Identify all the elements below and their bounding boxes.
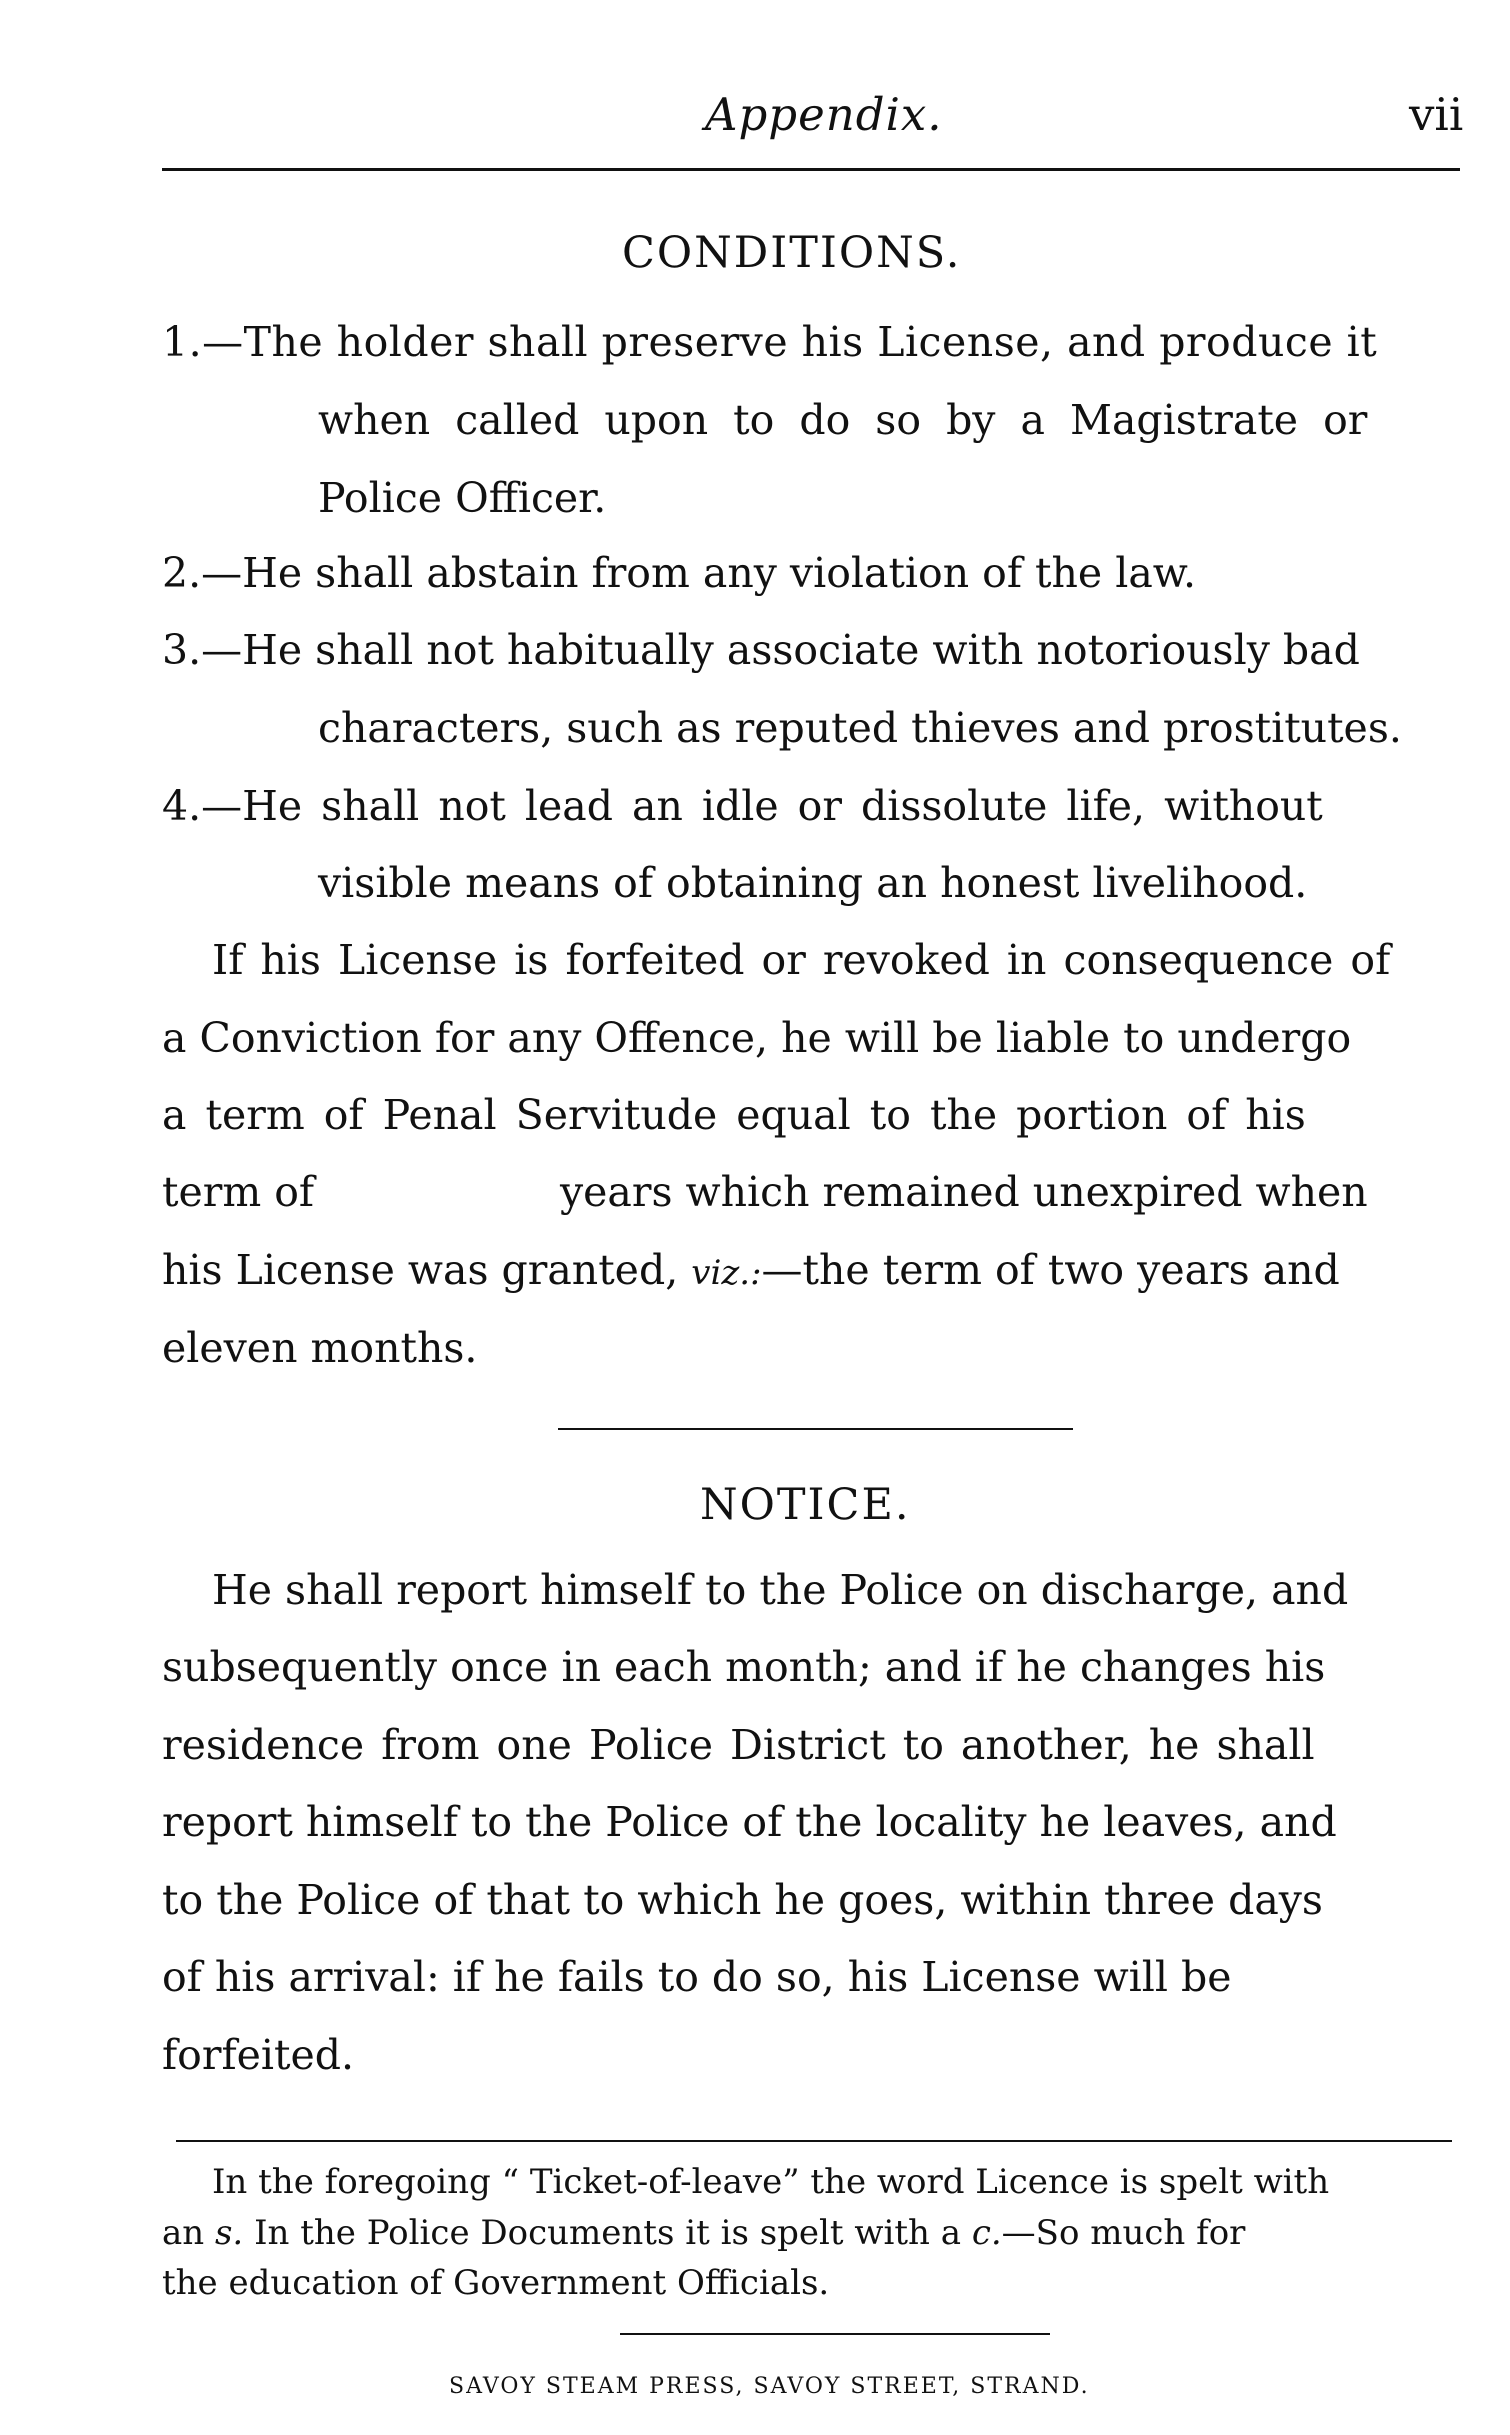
footnote-line-2-mid: In the Police Documents it is spelt with a	[254, 2213, 961, 2253]
notice-line-3: residence from one Police District to another, he shall	[162, 1721, 1315, 1769]
footnote-line-2	[162, 2213, 1246, 2253]
condition-3-line-1: 3.—He shall not habitually associate with notoriously bad	[162, 626, 1360, 674]
notice-line-6: of his arrival: if he fails to do so, his License will be	[162, 1953, 1232, 2001]
page-number: vii	[1409, 88, 1464, 141]
condition-1-line-2: when called upon to do so by a Magistrate or	[318, 396, 1368, 444]
printer-imprint: SAVOY STEAM PRESS, SAVOY STREET, STRAND.	[449, 2374, 1090, 2399]
footnote-line-2-end: —So much for	[1001, 2213, 1246, 2253]
notice-line-2: subsequently once in each month; and if he changes his	[162, 1643, 1326, 1691]
notice-heading: NOTICE.	[700, 1480, 911, 1530]
condition-2-line-1: 2.—He shall abstain from any violation of the law.	[162, 549, 1197, 597]
footnote-line-2-start: an	[162, 2213, 205, 2253]
forfeiture-line-4b: years which remained unexpired when	[560, 1168, 1368, 1216]
forfeiture-line-4a: term of	[162, 1168, 315, 1216]
forfeiture-line-2: a Conviction for any Offence, he will be liable to undergo	[162, 1014, 1352, 1062]
condition-3-line-2: characters, such as reputed thieves and prostitutes.	[318, 704, 1402, 752]
conditions-heading: CONDITIONS.	[622, 228, 962, 278]
section-divider	[558, 1428, 1073, 1430]
footnote-rule	[176, 2140, 1452, 2142]
forfeiture-line-5-end: —the term of two years and	[761, 1246, 1340, 1294]
notice-line-5: to the Police of that to which he goes, within three days	[162, 1876, 1323, 1924]
forfeiture-line-5-text: his License was granted,	[162, 1246, 679, 1294]
footnote-letter-c: c.	[971, 2213, 1002, 2253]
notice-line-1: He shall report himself to the Police on discharge, and	[212, 1566, 1349, 1614]
condition-1-line-3: Police Officer.	[318, 474, 607, 522]
footnote-letter-s: s.	[214, 2213, 244, 2253]
forfeiture-line-6: eleven months.	[162, 1324, 478, 1372]
forfeiture-line-3: a term of Penal Servitude equal to the portion of his	[162, 1091, 1306, 1139]
footnote-line-1: In the foregoing “ Ticket-of-leave” the word Licence is spelt with	[212, 2162, 1330, 2202]
notice-line-7: forfeited.	[162, 2031, 355, 2079]
viz-abbreviation: viz.:	[691, 1253, 762, 1293]
running-header-title: Appendix.	[705, 88, 943, 141]
condition-4-line-1: 4.—He shall not lead an idle or dissolute life, without	[162, 782, 1323, 830]
forfeiture-line-5	[162, 1246, 1340, 1294]
notice-line-4: report himself to the Police of the locality he leaves, and	[162, 1798, 1337, 1846]
forfeiture-line-1: If his License is forfeited or revoked in consequence of	[212, 936, 1391, 984]
header-rule	[162, 168, 1460, 171]
condition-4-line-2: visible means of obtaining an honest livelihood.	[318, 859, 1308, 907]
footnote-line-3: the education of Government Officials.	[162, 2263, 830, 2303]
condition-1-line-1: 1.—The holder shall preserve his License, and produce it	[162, 318, 1378, 366]
printer-rule	[620, 2333, 1050, 2335]
